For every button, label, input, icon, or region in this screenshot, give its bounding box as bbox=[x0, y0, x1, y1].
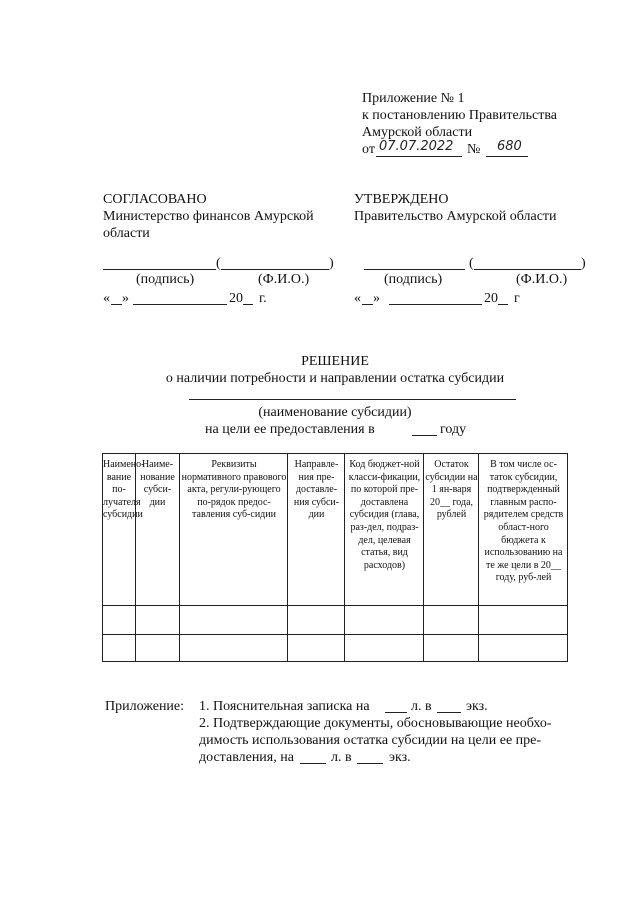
attachment-item1-pages-line bbox=[385, 712, 407, 713]
purpose-suffix: году bbox=[440, 422, 467, 437]
approved-date-open-quote: « bbox=[354, 291, 361, 306]
approved-signature-line bbox=[364, 269, 465, 270]
appendix-line2: к постановлению Правительства bbox=[362, 108, 558, 123]
approved-date-year: 20 bbox=[484, 291, 498, 306]
table-header-confirmed-balance: В том числе ос-таток субсидии, подтвержденный главным распо-рядителем средств област-ного бюджета к использованию на те же цели в 20__ году, руб-лей bbox=[483, 459, 564, 584]
attachment-item1-suffix: экз. bbox=[466, 699, 488, 714]
attachment-item2-line3-mid: л. в bbox=[331, 750, 352, 765]
appendix-number-handwritten: 680 bbox=[497, 139, 522, 154]
approved-signature-label: (подпись) bbox=[384, 272, 443, 287]
table-header-directions: Направле-ния пре-доставле-ния субси-дии bbox=[293, 459, 340, 521]
attachments-label: Приложение: bbox=[105, 699, 185, 714]
attachment-item1-prefix: 1. Пояснительная записка на bbox=[199, 699, 370, 714]
decision-subtitle: о наличии потребности и направлении остатка субсидии bbox=[165, 371, 505, 386]
appendix-line1: Приложение № 1 bbox=[362, 91, 465, 106]
attachment-item2-line1: 2. Подтверждающие документы, обосновывающие необхо- bbox=[199, 716, 552, 731]
appendix-line3: Амурской области bbox=[362, 125, 473, 140]
agreed-date-close-quote: » bbox=[122, 291, 129, 306]
table-header-balance: Остаток субсидии на 1 ян-варя 20__ года, рублей bbox=[425, 459, 478, 521]
table-col-divider bbox=[423, 454, 424, 661]
agreed-day-line bbox=[111, 304, 122, 305]
table-header-legal-act: Реквизиты нормативного правового акта, регули-рующего по-рядок предос-тавления суб-сидии bbox=[181, 459, 287, 521]
approved-paren-open: ( bbox=[469, 256, 474, 271]
purpose-prefix: на цели ее предоставления в bbox=[205, 422, 375, 437]
table-header-budget-code: Код бюджет-ной класси-фикации, по которой пре-доставлена субсидия (глава, раз-дел, подраз-дел, целевая статья, вид расходов) bbox=[348, 459, 421, 571]
agreed-month-line bbox=[133, 304, 227, 305]
approved-date-year-suffix: г bbox=[514, 291, 520, 306]
approved-date-close-quote: » bbox=[373, 291, 380, 306]
appendix-date-handwritten: 07.07.2022 bbox=[379, 139, 454, 154]
attachment-item2-pages-line bbox=[300, 763, 326, 764]
agreed-org-line2: области bbox=[103, 226, 150, 241]
table-col-divider bbox=[179, 454, 180, 661]
agreed-org-line1: Министерство финансов Амурской bbox=[103, 209, 314, 224]
agreed-date-open-quote: « bbox=[103, 291, 110, 306]
agreed-signature-line bbox=[103, 269, 216, 270]
approved-month-line bbox=[389, 304, 482, 305]
agreed-name-label: (Ф.И.О.) bbox=[258, 272, 310, 287]
agreed-date-year-suffix: г. bbox=[259, 291, 267, 306]
appendix-number-underline bbox=[486, 156, 528, 157]
subsidy-name-line bbox=[189, 399, 516, 400]
attachment-item2-line2: димость использования остатка субсидии на цели ее пре- bbox=[199, 733, 542, 748]
agreed-name-line bbox=[221, 269, 329, 270]
appendix-number-label: № bbox=[467, 142, 481, 157]
table-col-divider bbox=[344, 454, 345, 661]
agreed-date-year: 20 bbox=[229, 291, 243, 306]
approved-year-line bbox=[498, 304, 508, 305]
approved-name-line bbox=[474, 269, 581, 270]
approved-paren-close: ) bbox=[581, 256, 586, 271]
decision-title: РЕШЕНИЕ bbox=[301, 354, 369, 369]
agreed-year-line bbox=[243, 304, 253, 305]
appendix-date-prefix: от bbox=[362, 142, 375, 157]
table-row-divider bbox=[103, 634, 567, 635]
attachment-item1-mid: л. в bbox=[411, 699, 432, 714]
table-header-subsidy-name: Наиме-нование субси-дии bbox=[140, 459, 175, 508]
table-col-divider bbox=[478, 454, 479, 661]
attachment-item2-line3-prefix: доставления, на bbox=[199, 750, 294, 765]
subsidy-table bbox=[102, 453, 568, 662]
table-col-divider bbox=[287, 454, 288, 661]
agreed-paren-open: ( bbox=[216, 256, 221, 271]
table-header-recipient: Наимено-вание по-лучателя субсидии bbox=[103, 459, 145, 521]
approved-org-line1: Правительство Амурской области bbox=[354, 209, 557, 224]
attachment-item2-line3-suffix: экз. bbox=[389, 750, 411, 765]
approved-title: УТВЕРЖДЕНО bbox=[354, 192, 449, 207]
agreed-title: СОГЛАСОВАНО bbox=[103, 192, 207, 207]
agreed-paren-close: ) bbox=[329, 256, 334, 271]
attachment-item1-copies-line bbox=[437, 712, 461, 713]
approved-day-line bbox=[362, 304, 373, 305]
purpose-year-line bbox=[412, 435, 437, 436]
attachment-item2-copies-line bbox=[357, 763, 383, 764]
appendix-date-underline bbox=[376, 156, 462, 157]
approved-name-label: (Ф.И.О.) bbox=[516, 272, 568, 287]
subsidy-name-label: (наименование субсидии) bbox=[258, 405, 412, 420]
agreed-signature-label: (подпись) bbox=[136, 272, 195, 287]
table-row-divider bbox=[103, 605, 567, 606]
